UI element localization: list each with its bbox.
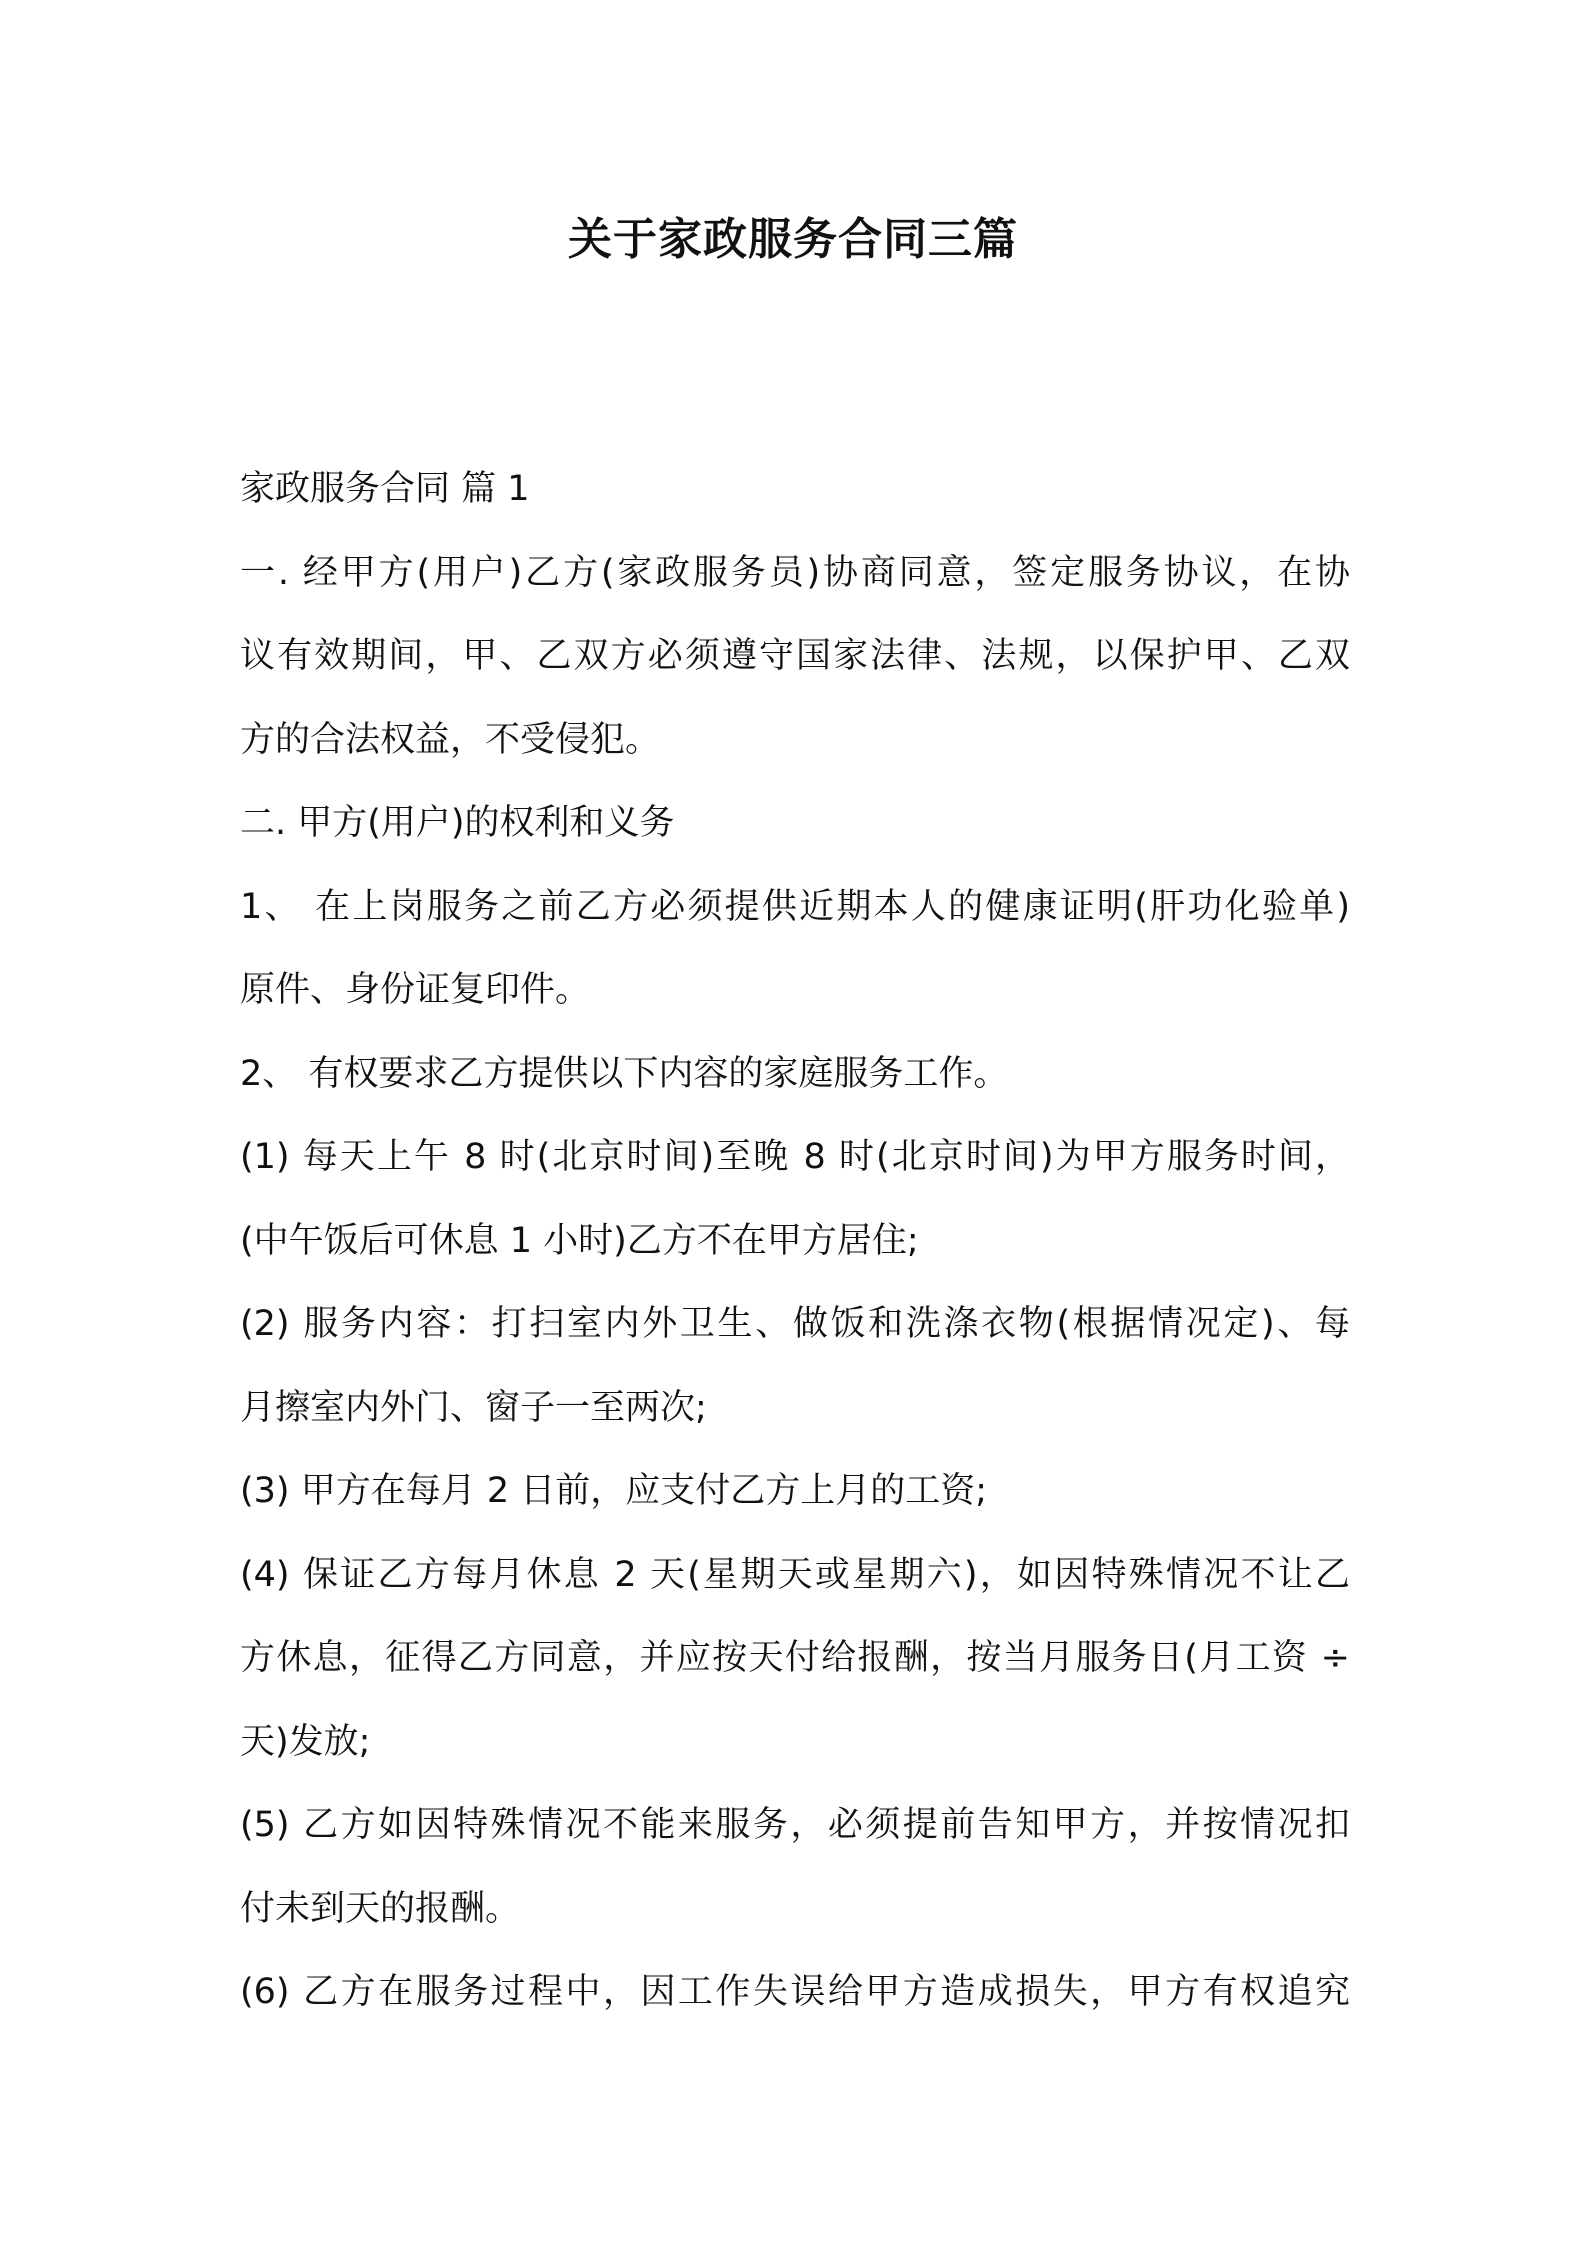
paragraph-line: 方休息，征得乙方同意，并应按天付给报酬，按当月服务日(月工资 ÷ [240, 1638, 1350, 1678]
paragraph-line: (2) 服务内容：打扫室内外卫生、做饭和洗涤衣物(根据情况定)、每 [240, 1304, 1350, 1344]
paragraph-line: 天)发放; [240, 1721, 371, 1762]
paragraph-line: (1) 每天上午 8 时(北京时间)至晚 8 时(北京时间)为甲方服务时间， [240, 1137, 1350, 1177]
document-title: 关于家政服务合同三篇 [568, 214, 1018, 265]
paragraph-line: 议有效期间，甲、乙双方必须遵守国家法律、法规，以保护甲、乙双 [240, 636, 1350, 676]
document-body [240, 448, 1350, 2035]
paragraph-line: (3) 甲方在每月 2 日前，应支付乙方上月的工资; [240, 1471, 988, 1511]
paragraph-line: 一. 经甲方(用户)乙方(家政服务员)协商同意，签定服务协议，在协 [240, 552, 1350, 593]
paragraph-line: 月擦室内外门、窗子一至两次; [240, 1387, 707, 1428]
paragraph-line: (6) 乙方在服务过程中，因工作失误给甲方造成损失，甲方有权追究 [240, 1972, 1350, 2012]
paragraph-line: 付未到天的报酬。 [240, 1888, 521, 1929]
paragraph-line: (4) 保证乙方每月休息 2 天(星期天或星期六)，如因特殊情况不让乙 [240, 1554, 1350, 1595]
paragraph-line: 方的合法权益，不受侵犯。 [240, 719, 661, 760]
paragraph-line: (中午饭后可休息 1 小时)乙方不在甲方居住; [240, 1220, 919, 1261]
section-heading: 家政服务合同 篇 1 [240, 469, 530, 509]
clause-heading: 二. 甲方(用户)的权利和义务 [240, 803, 675, 843]
paragraph-line: 2、 有权要求乙方提供以下内容的家庭服务工作。 [240, 1053, 1009, 1094]
paragraph-line: 1、 在上岗服务之前乙方必须提供近期本人的健康证明(肝功化验单) [240, 886, 1350, 927]
paragraph-line: 原件、身份证复印件。 [240, 970, 591, 1010]
paragraph-line: (5) 乙方如因特殊情况不能来服务，必须提前告知甲方，并按情况扣 [240, 1805, 1350, 1845]
